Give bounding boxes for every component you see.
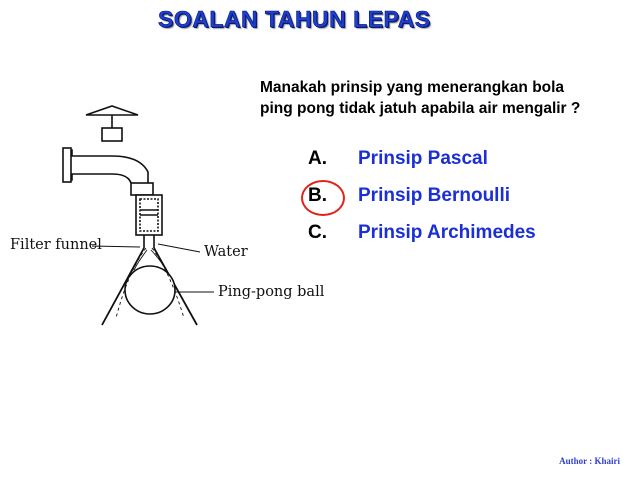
option-c-text: Prinsip Archimedes — [358, 222, 536, 243]
label-ping-pong-ball: Ping-pong ball — [218, 284, 325, 300]
funnel-diagram — [0, 95, 330, 345]
option-a-text: Prinsip Pascal — [358, 148, 488, 169]
option-c-letter: C. — [308, 222, 327, 243]
option-a-letter: A. — [308, 148, 327, 169]
option-b-letter-text: B. — [308, 185, 327, 206]
label-water: Water — [204, 244, 248, 260]
label-filter-funnel: Filter funnel — [10, 237, 102, 253]
author-credit: Author : Khairi — [559, 456, 620, 466]
slide-title: SOALAN TAHUN LEPAS — [158, 6, 431, 32]
option-a[interactable] — [308, 144, 488, 174]
option-b[interactable] — [308, 181, 510, 211]
option-b-text: Prinsip Bernoulli — [358, 185, 511, 206]
option-c[interactable] — [308, 218, 536, 248]
question-text: Manakah prinsip yang menerangkan bola ping pong tidak jatuh apabila air mengalir ? — [260, 79, 581, 117]
